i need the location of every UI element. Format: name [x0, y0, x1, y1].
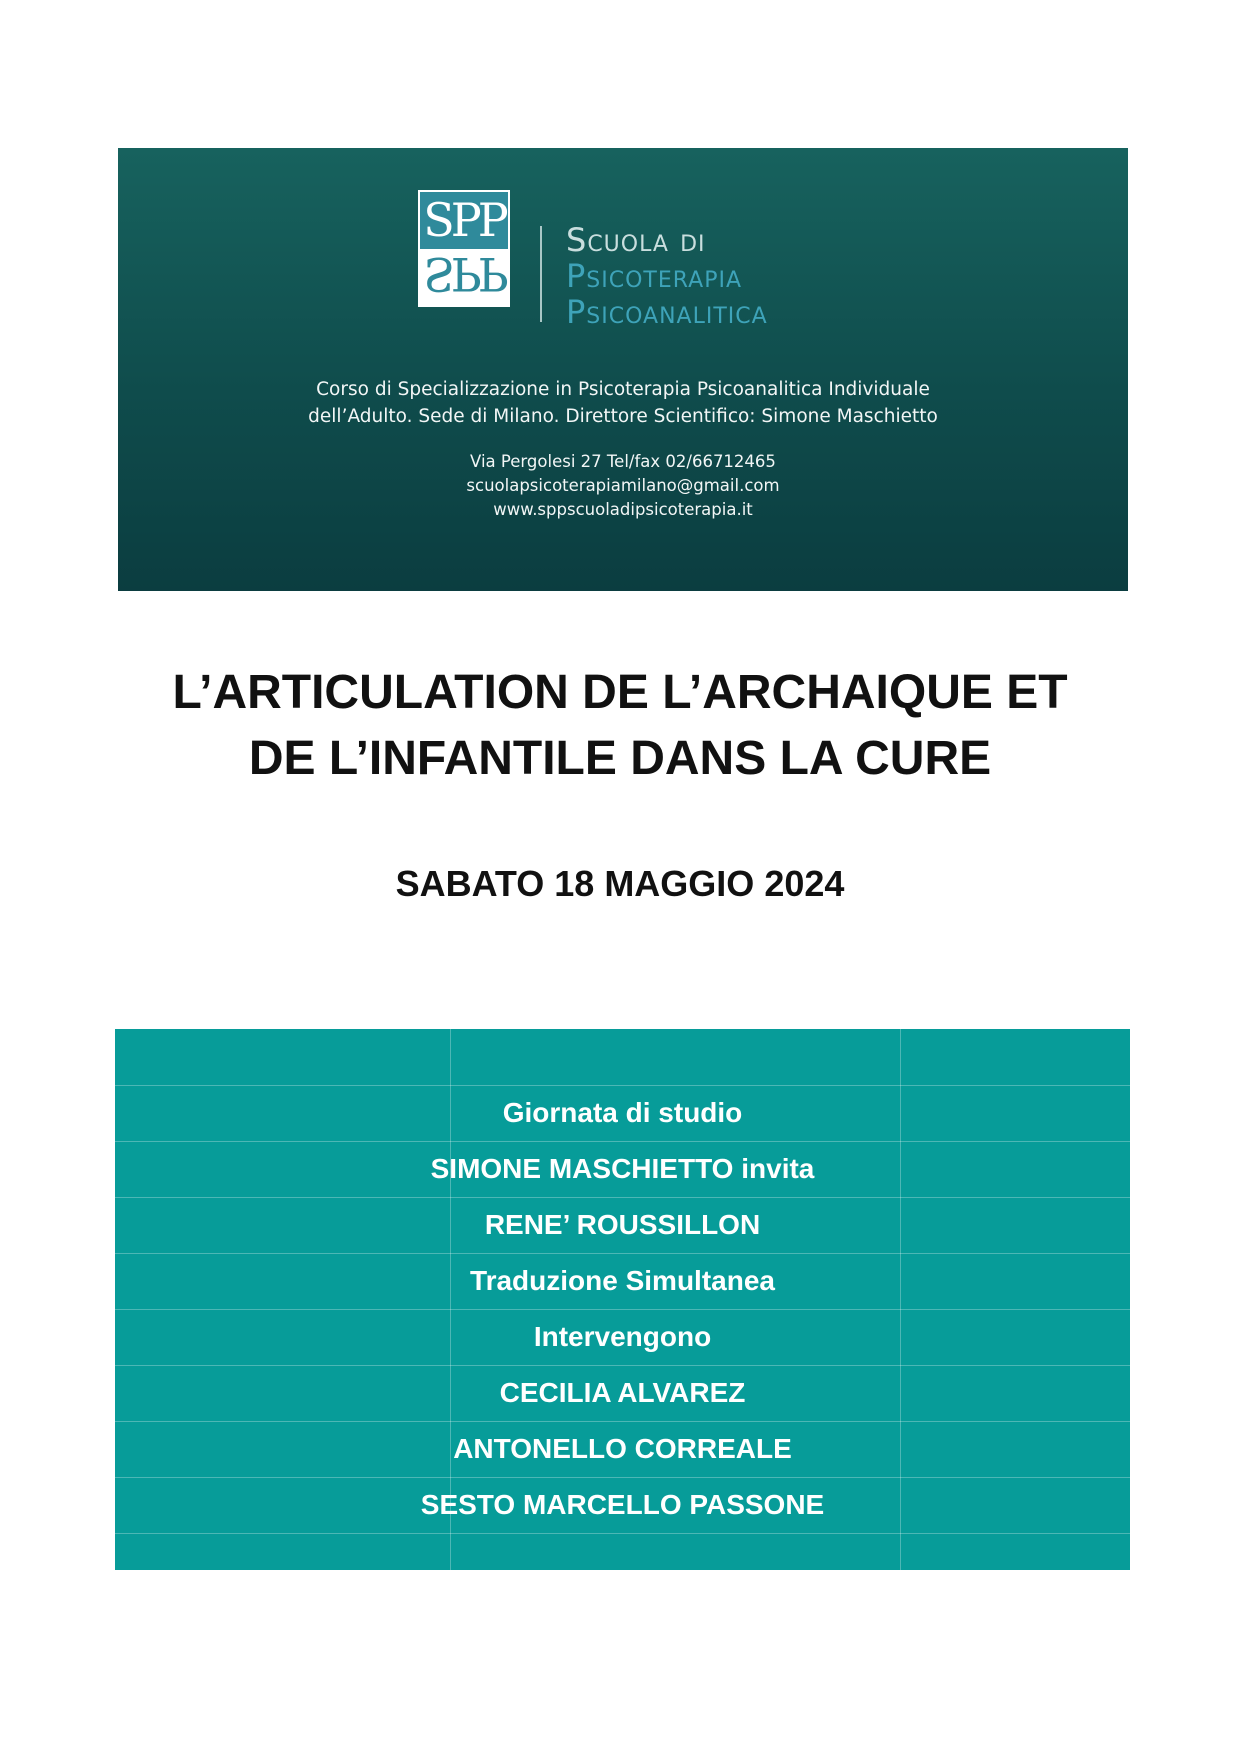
contact-email: scuolapsicoterapiamilano@gmail.com — [466, 476, 780, 495]
program-line: SESTO MARCELLO PASSONE — [420, 1489, 825, 1520]
contact-address: Via Pergolesi 27 Tel/fax 02/66712465 — [470, 452, 776, 471]
event-date: SABATO 18 MAGGIO 2024 — [395, 863, 845, 904]
program-line: RENE’ ROUSSILLON — [484, 1209, 761, 1240]
event-title-line1: L’ARTICULATION DE L’ARCHAIQUE ET — [172, 666, 1068, 719]
contact-website: www.sppscuoladipsicoterapia.it — [493, 500, 753, 519]
program-table — [115, 1029, 1130, 1570]
event-title — [60, 660, 1180, 792]
program-line: Intervengono — [533, 1321, 712, 1352]
program-line: Traduzione Simultanea — [470, 1265, 775, 1296]
logo-divider — [540, 226, 542, 322]
spp-logo — [418, 190, 510, 307]
table-divider — [115, 1533, 1130, 1534]
school-name — [566, 222, 768, 330]
program-line: Giornata di studio — [502, 1097, 743, 1128]
course-description-line1: Corso di Specializzazione in Psicoterapia Psicoanalitica Individuale — [316, 379, 930, 400]
school-name-line2: Psicoterapia — [566, 257, 743, 295]
header-banner — [118, 148, 1128, 591]
logo-mark: SPP — [423, 193, 505, 247]
program-line: CECILIA ALVAREZ — [499, 1377, 746, 1408]
contact-info — [118, 450, 1128, 522]
course-description — [118, 376, 1128, 430]
school-name-line3: Psicoanalitica — [566, 293, 768, 331]
logo-mark-reflection: SPP — [423, 247, 505, 301]
event-title-line2: DE L’INFANTILE DANS LA CURE — [248, 732, 992, 785]
program-line: SIMONE MASCHIETTO invita — [430, 1153, 815, 1184]
course-description-line2: dell’Adulto. Sede di Milano. Direttore Scientifico: Simone Maschietto — [308, 406, 938, 427]
program-line: ANTONELLO CORREALE — [453, 1433, 792, 1464]
school-name-line1: Scuola di — [566, 221, 706, 259]
